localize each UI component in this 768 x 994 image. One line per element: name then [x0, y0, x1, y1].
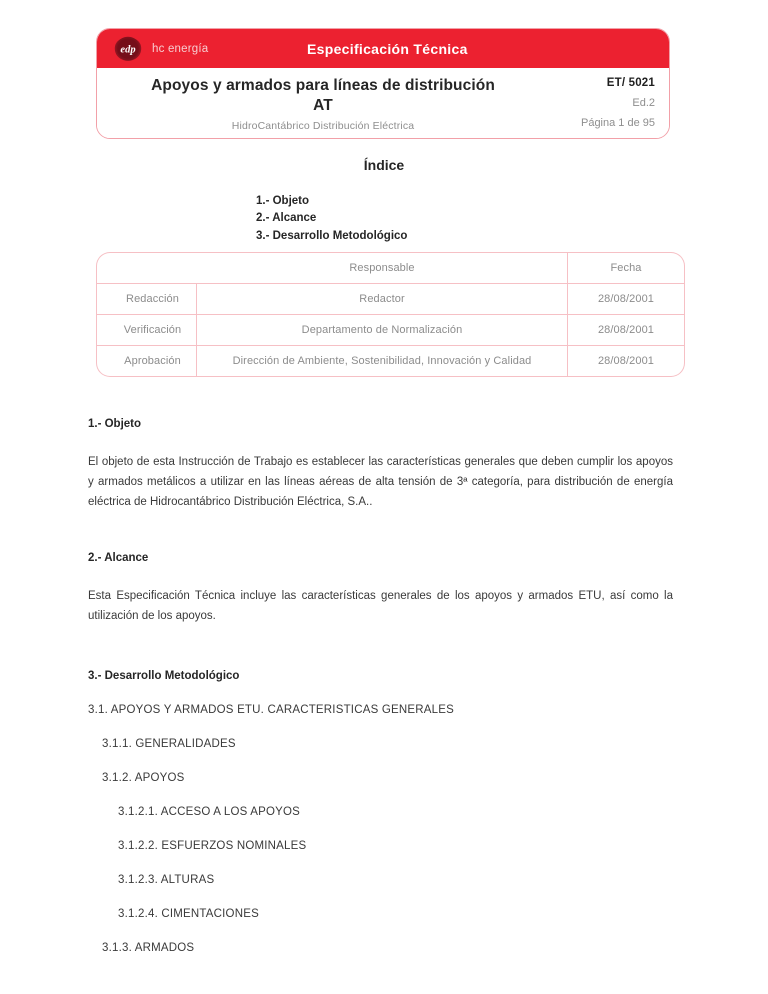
section-heading-desarrollo: 3.- Desarrollo Metodológico [88, 670, 240, 682]
section-paragraph-objeto: El objeto de esta Instrucción de Trabajo es establecer las características generales que deben cumplir los apoyos y armados metálicos a utilizar en las líneas aéreas de alta tensión de 3ª categoría, para distribución de energía eléctrica de Hidrocantábrico Distribución Eléctrica, S.A.. [88, 456, 673, 508]
header-body [97, 68, 669, 138]
toc-entry: 3.1.3. ARMADOS [102, 942, 195, 954]
toc-entry: 3.1.2.3. ALTURAS [118, 874, 215, 886]
table-cell-responsable: Redactor [197, 284, 568, 315]
toc-entry: 3.1.2.4. CIMENTACIONES [118, 908, 259, 920]
table-header-responsable: Responsable [197, 252, 568, 284]
table-row [96, 346, 685, 377]
toc-entry: 3.1.1. GENERALIDADES [102, 738, 236, 750]
index-list [256, 193, 407, 245]
table-cell-label: Aprobación [96, 346, 197, 377]
edp-logo-icon [113, 36, 143, 62]
toc-entry: 3.1. APOYOS Y ARMADOS ETU. CARACTERISTICAS GENERALES [88, 704, 454, 716]
index-item: 3.- Desarrollo Metodológico [256, 229, 408, 242]
brand-logo-group [97, 36, 307, 62]
index-item: 1.- Objeto [256, 195, 310, 207]
brand-name-label: hc energía [152, 42, 209, 55]
index-item: 2.- Alcance [256, 212, 317, 225]
table-cell-fecha: 28/08/2001 [568, 284, 685, 315]
header-meta-area [549, 68, 669, 138]
table-cell-responsable: Dirección de Ambiente, Sostenibilidad, Innovación y Calidad [197, 346, 568, 377]
table-cell-responsable: Departamento de Normalización [197, 315, 568, 346]
document-code: ET/ 5021 [606, 77, 655, 89]
section-heading-alcance: 2.- Alcance [88, 552, 149, 564]
index-title: Índice [363, 157, 405, 173]
document-title-line2: AT [313, 97, 333, 115]
table-header-fecha: Fecha [568, 252, 685, 284]
page-number-label: Página 1 de 95 [580, 117, 655, 129]
document-title-line1: Apoyos y armados para líneas de distribución [151, 77, 495, 94]
toc-entry: 3.1.2.2. ESFUERZOS NOMINALES [118, 840, 307, 852]
table-cell-fecha: 28/08/2001 [568, 315, 685, 346]
table-row [96, 315, 685, 346]
table-header-row [96, 252, 685, 284]
document-subtitle: HidroCantábrico Distribución Eléctrica [231, 119, 415, 132]
section-heading-objeto: 1.- Objeto [88, 418, 142, 430]
responsibility-table [96, 252, 685, 377]
svg-text:edp: edp [120, 43, 136, 55]
document-title [103, 76, 543, 117]
table-cell-label: Verificación [96, 315, 197, 346]
document-header-box [96, 28, 670, 139]
specification-type-title: Especificación Técnica [307, 40, 468, 57]
toc-entry: 3.1.2. APOYOS [102, 772, 185, 784]
document-body [88, 418, 673, 976]
table-header-blank [96, 252, 197, 284]
header-title-area [97, 68, 549, 138]
table-row [96, 284, 685, 315]
document-edition: Ed.2 [632, 97, 655, 109]
table-cell-fecha: 28/08/2001 [568, 346, 685, 377]
table-cell-label: Redacción [96, 284, 197, 315]
section-paragraph-alcance: Esta Especificación Técnica incluye las características generales de los apoyos y armados ETU, así como la utilización de los apoyos. [88, 590, 673, 622]
header-red-bar [97, 29, 669, 68]
toc-entry: 3.1.2.1. ACCESO A LOS APOYOS [118, 806, 301, 818]
